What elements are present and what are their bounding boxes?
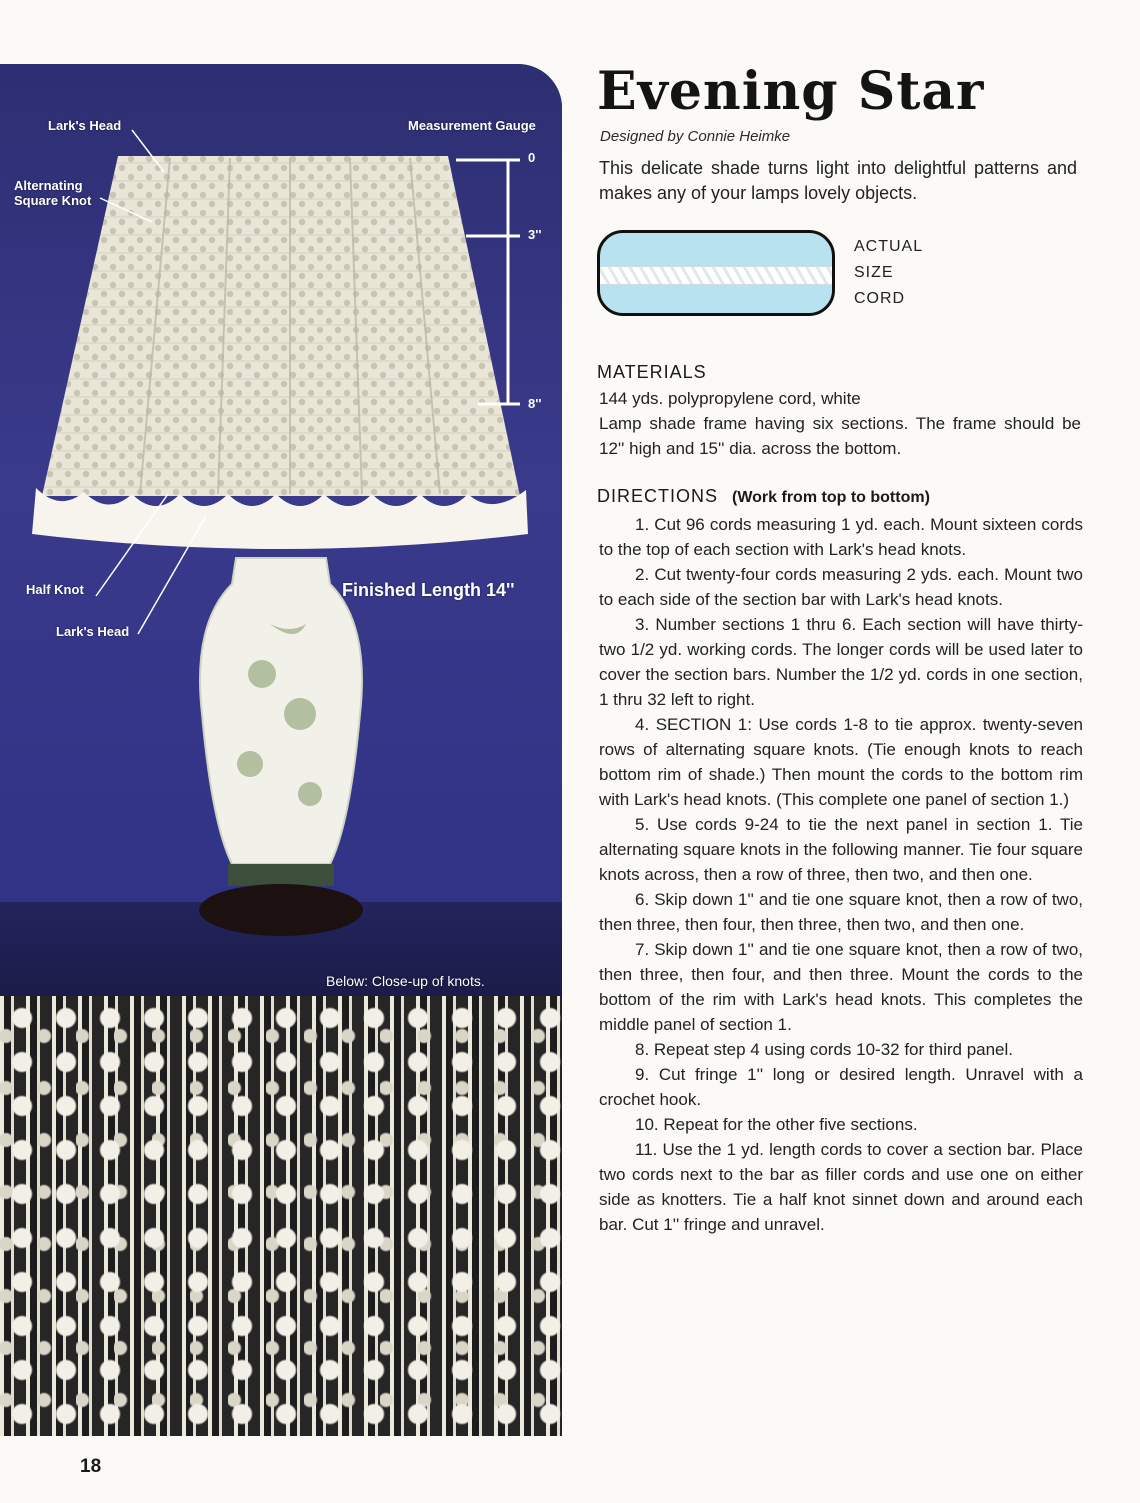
closeup-caption: Below: Close-up of knots. <box>326 973 485 989</box>
intro-text: This delicate shade turns light into delightful patterns and makes any of your lamps lovely objects. <box>599 158 1077 203</box>
lamp-shade <box>42 156 520 496</box>
alternating-square-knot-label: Alternating Square Knot <box>14 178 92 208</box>
materials-heading: MATERIALS <box>597 362 707 382</box>
larks-head-label-bottom: Lark's Head <box>56 624 130 639</box>
cord-caption-line-2: SIZE <box>854 264 894 281</box>
designer-credit: Designed by Connie Heimke <box>600 128 791 145</box>
direction-step: 8. Repeat step 4 using cords 10-32 for third panel. <box>635 1040 1014 1059</box>
materials-list <box>599 386 1081 461</box>
directions-heading <box>597 486 930 507</box>
page-title: Evening Star <box>597 61 985 122</box>
direction-step: 11. Use the 1 yd. length cords to cover a section bar. Place two cords next to the bar as filler cords and use one on either side as knotters. Tie a half knot sinnet down and around each bar. Cut 1'' fringe and unravel. <box>599 1140 1083 1234</box>
cord-caption <box>854 234 923 312</box>
measurement-gauge-label: Measurement Gauge <box>408 118 536 133</box>
directions-subheading: (Work from top to bottom) <box>732 489 930 506</box>
cord-caption-line-1: ACTUAL <box>854 238 924 255</box>
direction-step: 7. Skip down 1'' and tie one square knot, then a row of two, then three, then four, and then three. Mount the cords to the bottom of the rim with Lark's head knots. This completes the middle panel of section 1. <box>599 940 1083 1034</box>
direction-step: 2. Cut twenty-four cords measuring 2 yds. each. Mount two to each side of the section bar with Lark's head knots. <box>599 565 1083 609</box>
knot-closeup-photo <box>0 996 562 1436</box>
lamp-base <box>199 884 363 936</box>
direction-step: 9. Cut fringe 1'' long or desired length. Unravel with a crochet hook. <box>599 1065 1083 1109</box>
actual-size-cord-sample <box>597 230 835 316</box>
direction-step: 5. Use cords 9-24 to tie the next panel in section 1. Tie alternating square knots in the following manner. Tie four square knots across, then a row of three, then two, and then one. <box>599 815 1083 884</box>
lamp-photo <box>0 64 562 1436</box>
gauge-mark-3: 3'' <box>528 227 542 242</box>
directions-steps <box>599 512 1083 1237</box>
finished-length-label: Finished Length 14'' <box>342 580 515 600</box>
directions-title: DIRECTIONS <box>597 486 719 506</box>
direction-step: 4. SECTION 1: Use cords 1-8 to tie approx. twenty-seven rows of alternating square knots. (Tie enough knots to reach bottom rim of shade.) Then mount the cords to the bottom rim with Lark's head knots. (This complete one panel of section 1.) <box>599 715 1083 809</box>
shade-fringe <box>32 488 528 549</box>
page-number: 18 <box>80 1456 102 1477</box>
cord-sample-rope <box>600 266 832 285</box>
lamp-vase <box>200 558 362 864</box>
half-knot-label: Half Knot <box>26 582 84 597</box>
larks-head-label-top: Lark's Head <box>48 118 122 133</box>
vase-band <box>228 864 334 886</box>
cord-caption-line-3: CORD <box>854 290 906 307</box>
direction-step: 10. Repeat for the other five sections. <box>635 1115 918 1134</box>
materials-frame: Lamp shade frame having six sections. The frame should be 12'' high and 15'' dia. across the bottom. <box>599 414 1081 458</box>
direction-step: 1. Cut 96 cords measuring 1 yd. each. Mount sixteen cords to the top of each section with Lark's head knots. <box>599 515 1083 559</box>
gauge-mark-8: 8'' <box>528 396 542 411</box>
gauge-mark-0: 0 <box>528 150 536 165</box>
direction-step: 3. Number sections 1 thru 6. Each section will have thirty-two 1/2 yd. working cords. The longer cords will be used later to cover the section bars. Number the 1/2 yd. cords in one section, 1 thru 32 left to right. <box>599 615 1083 709</box>
materials-cord: 144 yds. polypropylene cord, white <box>599 389 861 408</box>
direction-step: 6. Skip down 1'' and tie one square knot, then a row of two, then three, then four, then three, then two, and then one. <box>599 890 1083 934</box>
